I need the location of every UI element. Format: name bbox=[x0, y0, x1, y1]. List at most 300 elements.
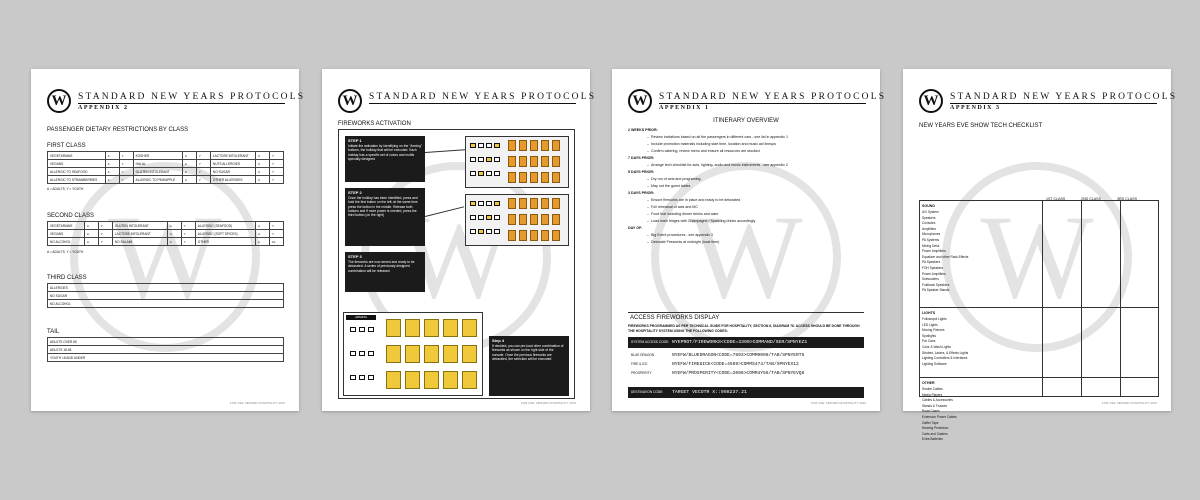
checkbox-cell: A bbox=[182, 168, 196, 176]
code-value: NYEFW/FIRE&ICE<CODE=4569>COMMS474/TAB/SPNYEX12 bbox=[672, 362, 799, 367]
selector-button bbox=[494, 229, 500, 234]
page-appendix-2 bbox=[31, 69, 306, 411]
checkbox-cell: A bbox=[84, 230, 98, 238]
fire-button bbox=[541, 198, 549, 209]
checkbox-cell: Y bbox=[196, 168, 210, 176]
page-heading: PASSENGER DIETARY RESTRICTIONS BY CLASS bbox=[47, 127, 189, 133]
itinerary-day: 2 WEEKS PRIOR: bbox=[628, 128, 658, 132]
access-note: FIREWORKS PROGRAMMED AS PER TECHNICAL GUIDE FOR HOSPITALITY, SECTION 6, DIAGRAM 76. ACCESS SHOULD BE DONE THROUGH THE HOSPITALITY SYSTEM USING THE FOLLOWING CODES: bbox=[628, 324, 860, 333]
checkbox-cell: A bbox=[256, 160, 270, 168]
checklist-item: LED Lights bbox=[922, 322, 938, 327]
checkbox-cell: Y bbox=[181, 230, 195, 238]
checklist-item: PA Systems bbox=[922, 238, 939, 242]
checkbox-cell: Y bbox=[119, 168, 133, 176]
fire-button bbox=[424, 345, 439, 363]
page-fireworks bbox=[322, 69, 597, 411]
table-row bbox=[48, 222, 284, 230]
checkbox-cell: A bbox=[256, 222, 270, 230]
grid-line bbox=[1042, 201, 1043, 396]
page-itinerary bbox=[612, 69, 887, 411]
checkbox-cell: A bbox=[105, 160, 119, 168]
checkbox-cell: Y bbox=[270, 222, 284, 230]
table-cell: GLUTEN INTOLERANT bbox=[133, 168, 182, 176]
selector-button bbox=[478, 201, 484, 206]
itinerary-item: – Review invitations based on all the passengers in different cars - see list in appendix 1 bbox=[628, 135, 868, 139]
selector-button bbox=[486, 171, 492, 176]
column-header: 2ND CLASS bbox=[1081, 197, 1101, 201]
fire-button bbox=[519, 214, 527, 225]
table-row bbox=[48, 300, 284, 308]
fire-button bbox=[541, 140, 549, 151]
fire-button bbox=[541, 230, 549, 241]
selector-button bbox=[470, 143, 476, 148]
fire-button bbox=[530, 230, 538, 241]
itinerary-list bbox=[628, 125, 868, 244]
first-class-table bbox=[47, 151, 284, 184]
selector-button bbox=[494, 215, 500, 220]
step-text: Initiate the activation by identifying on the "Arming" buttons, the holiday that will be executed. Each holiday has a specific set of colors and motifs specially designed bbox=[348, 144, 422, 161]
step-3 bbox=[345, 252, 425, 292]
fire-button bbox=[530, 140, 538, 151]
selector-button bbox=[368, 351, 374, 356]
fire-button bbox=[424, 319, 439, 337]
checklist-category: LIGHTS bbox=[922, 311, 936, 315]
checklist-item: A/V System bbox=[922, 210, 939, 214]
header-rule bbox=[369, 103, 576, 104]
checkbox-cell: 10 bbox=[270, 238, 284, 246]
system-code-label: SYSTEM ACCESS CODE: bbox=[631, 340, 669, 344]
table-cell: ALLERGIC TO PINEAPPLE bbox=[133, 176, 182, 184]
selector-button bbox=[470, 215, 476, 220]
page-tech-checklist bbox=[903, 69, 1178, 442]
selector-button bbox=[494, 157, 500, 162]
selector-button bbox=[494, 171, 500, 176]
system-code-bar bbox=[628, 337, 864, 348]
selector-button bbox=[350, 375, 356, 380]
step-4 bbox=[489, 336, 569, 396]
code-row bbox=[628, 362, 864, 370]
fire-button bbox=[508, 214, 516, 225]
selector-button bbox=[478, 229, 484, 234]
header-rule bbox=[659, 103, 866, 104]
checklist-category: SOUND bbox=[922, 204, 935, 208]
checklist-item: Subwoofers bbox=[922, 277, 939, 282]
fire-button bbox=[530, 214, 538, 225]
fire-button bbox=[462, 319, 477, 337]
checklist-item: Power Amplifiers bbox=[922, 271, 946, 276]
checklist-item: Cables & Accessories bbox=[922, 398, 953, 403]
page-footer: FOR USE: ABOARD HOSPITALITY 2016 bbox=[810, 401, 866, 405]
header-rule bbox=[78, 103, 285, 104]
itinerary-item: – Full rehearsal of acts and MC bbox=[628, 205, 868, 209]
checklist-item: Color & Wash Lights bbox=[922, 345, 951, 349]
fire-button bbox=[405, 345, 420, 363]
checklist-item: Followspot Lights bbox=[922, 317, 947, 321]
checkbox-cell: A bbox=[167, 230, 181, 238]
table-cell: NO SUGAR bbox=[210, 168, 255, 176]
page-header bbox=[47, 89, 306, 119]
itinerary-item: – Confirm catering, review menu and ensure all resources are stocked bbox=[628, 149, 868, 153]
third-class-table bbox=[47, 283, 284, 308]
code-row bbox=[628, 353, 864, 361]
checklist-item: Media Players bbox=[922, 392, 943, 397]
itinerary-day: 5 DAYS PRIOR: bbox=[628, 170, 655, 174]
grid-line bbox=[1081, 201, 1082, 396]
fire-button bbox=[552, 156, 560, 167]
table-cell: OTHER ALLERGIES bbox=[210, 176, 255, 184]
table-cell: VEGETARIANS bbox=[48, 222, 85, 230]
selector-button bbox=[486, 229, 492, 234]
checklist-item: Smoke Cables bbox=[922, 387, 943, 391]
checklist-item: Lighting Software bbox=[922, 361, 947, 366]
checkbox-cell: A bbox=[256, 176, 270, 184]
itinerary-item: – Detonate Fireworks at midnight (local time) bbox=[628, 240, 868, 244]
table-cell: ALLERGIC (SOFT SPICES) bbox=[195, 230, 255, 238]
itinerary-item: – Load main fridges with Champagne / Sparkling drinks accordingly bbox=[628, 219, 868, 223]
destination-code-label: DESTINATION CODE: bbox=[631, 390, 664, 394]
fire-button bbox=[386, 319, 401, 337]
table-cell: VEGANS bbox=[48, 160, 106, 168]
step-title: Step 4 bbox=[492, 338, 505, 343]
checklist-item: FOH Speakers bbox=[922, 266, 944, 270]
selector-button bbox=[478, 215, 484, 220]
connector-line bbox=[425, 206, 464, 217]
table-cell: LACTOSE INTOLERANT bbox=[210, 152, 255, 160]
access-heading: ACCESS FIREWORKS DISPLAY bbox=[630, 315, 720, 321]
checkbox-cell: A bbox=[256, 168, 270, 176]
table-row bbox=[48, 152, 284, 160]
console-diagram-1 bbox=[465, 136, 569, 188]
selector-button bbox=[478, 157, 484, 162]
selector-button bbox=[470, 171, 476, 176]
tail-title: TAIL bbox=[47, 329, 60, 335]
page-footer: FOR USE: ABOARD HOSPITALITY 2016 bbox=[520, 401, 576, 405]
selector-button bbox=[350, 351, 356, 356]
page-footer: FOR USE: ABOARD HOSPITALITY 2016 bbox=[229, 401, 285, 405]
checklist-item: Power Amplifiers bbox=[922, 249, 946, 254]
table-row bbox=[48, 168, 284, 176]
checklist-item: Mixing Desk bbox=[922, 243, 940, 248]
checkbox-cell: A bbox=[167, 238, 181, 246]
table-row bbox=[48, 354, 284, 362]
checklist-item: PA Speakers bbox=[922, 260, 941, 265]
itinerary-item: – Ensure fireworks are in place and ready to be detonated bbox=[628, 198, 868, 202]
checkbox-cell: Y bbox=[196, 152, 210, 160]
checkbox-cell: Y bbox=[119, 160, 133, 168]
selector-button bbox=[359, 351, 365, 356]
checkbox-cell: Y bbox=[270, 152, 284, 160]
checkbox-cell: Y bbox=[270, 176, 284, 184]
grid-line bbox=[1120, 201, 1121, 396]
second-class-table bbox=[47, 221, 284, 246]
fire-button bbox=[530, 156, 538, 167]
checklist-item: Moving Fixtures bbox=[922, 328, 945, 333]
column-header: 3RD CLASS bbox=[1117, 197, 1137, 201]
checklist-item: Microphones bbox=[922, 232, 941, 237]
table-cell: NO ALCOHOL bbox=[48, 300, 284, 308]
console-diagram-2 bbox=[465, 194, 569, 246]
fire-button bbox=[541, 156, 549, 167]
selector-button bbox=[359, 327, 365, 332]
checkbox-cell: Y bbox=[181, 238, 195, 246]
appendix-label: APPENDIX 3 bbox=[950, 105, 1001, 111]
checkbox-cell: Y bbox=[119, 152, 133, 160]
checklist-item: Par Cans bbox=[922, 339, 936, 344]
code-label: BLUE DRAGON bbox=[631, 353, 655, 357]
checklist-item: Spotlights bbox=[922, 333, 936, 338]
code-value: NYEFW/BLUEDRAGON<CODE=7893>COMM0098/TAB/SPNYERT5 bbox=[672, 353, 805, 358]
table-cell: VEGETARIANS bbox=[48, 152, 106, 160]
fire-button bbox=[541, 214, 549, 225]
fire-button bbox=[552, 198, 560, 209]
itinerary-day: 7 DAYS PRIOR: bbox=[628, 156, 655, 160]
fire-button bbox=[530, 172, 538, 183]
fire-button bbox=[405, 319, 420, 337]
itinerary-item: – Map out the guest tables bbox=[628, 184, 868, 188]
third-class-title: THIRD CLASS bbox=[47, 275, 87, 281]
fire-button bbox=[443, 345, 458, 363]
fire-button bbox=[443, 319, 458, 337]
checkbox-cell: Y bbox=[98, 222, 112, 230]
fire-button bbox=[424, 371, 439, 389]
checkbox-cell: Y bbox=[181, 222, 195, 230]
fire-button bbox=[519, 230, 527, 241]
table-cell: ALLERGIC TO STRAWBERRIES bbox=[48, 176, 106, 184]
page-heading: ITINERARY OVERVIEW bbox=[713, 118, 779, 124]
doc-title: STANDARD NEW YEARS PROTOCOLS bbox=[78, 92, 306, 102]
checklist-item: Equalizer and other Rack Effects bbox=[922, 254, 969, 259]
table-cell: VEGANS bbox=[48, 230, 85, 238]
table-cell: KOSHER bbox=[133, 152, 182, 160]
checklist-item: Gaffer Tape bbox=[922, 420, 939, 425]
checklist-item: Carts and Casters bbox=[922, 431, 948, 436]
fire-button bbox=[519, 198, 527, 209]
checklist-item: Consoles bbox=[922, 221, 936, 226]
checkbox-cell: Y bbox=[270, 168, 284, 176]
checklist-item: Strobes, Lasers, & Effects Lights bbox=[922, 350, 969, 355]
checkbox-cell: A bbox=[84, 238, 98, 246]
checkbox-cell: A bbox=[182, 176, 196, 184]
table-row bbox=[48, 176, 284, 184]
code-value: NYEFW/PROSPERITY<CODE=2096>COMM4Y56/TAB/SPNYEVQ8 bbox=[672, 371, 805, 376]
selector-button bbox=[478, 143, 484, 148]
checkbox-cell: Y bbox=[98, 238, 112, 246]
itinerary-item: – Food trial including dinner drinks and cake bbox=[628, 212, 868, 216]
checkbox-cell: A bbox=[167, 222, 181, 230]
doc-title: STANDARD NEW YEARS PROTOCOLS bbox=[369, 92, 597, 102]
selector-button bbox=[494, 201, 500, 206]
checkbox-cell: A bbox=[105, 152, 119, 160]
checkbox-cell: A bbox=[256, 230, 270, 238]
step-text: Once the holiday has been identified, press and hold the first button on the left; at the same time press the button in the middle. Release both buttons and if more power is needed, press the third button (on the right) bbox=[348, 196, 418, 218]
table-cell: HALAL bbox=[133, 160, 182, 168]
table-row bbox=[48, 338, 284, 346]
checklist-category: OTHER bbox=[922, 381, 935, 385]
logo-icon: W bbox=[47, 89, 71, 113]
fire-button bbox=[552, 172, 560, 183]
itinerary-day: 3 DAYS PRIOR: bbox=[628, 191, 655, 195]
checkbox-cell: Y bbox=[196, 176, 210, 184]
table-cell: OTHER bbox=[195, 238, 255, 246]
checklist-item: Stands & Trusses bbox=[922, 403, 947, 408]
page-heading: FIREWORKS ACTIVATION bbox=[338, 121, 411, 127]
fire-button bbox=[508, 140, 516, 151]
code-label: FIRE & ICE bbox=[631, 362, 648, 366]
selector-button bbox=[368, 327, 374, 332]
fire-button bbox=[386, 345, 401, 363]
fire-button bbox=[508, 230, 516, 241]
table-cell: NO SALAMI bbox=[112, 238, 167, 246]
second-class-title: SECOND CLASS bbox=[47, 213, 95, 219]
selector-button bbox=[350, 327, 356, 332]
selector-button bbox=[486, 201, 492, 206]
code-row bbox=[628, 371, 864, 379]
table-cell: LACTOSE INTOLERANT bbox=[112, 230, 167, 238]
checklist-item: Extra Batteries bbox=[922, 437, 943, 442]
checkbox-cell: A bbox=[105, 176, 119, 184]
checklist-item: Extension Power Cables bbox=[922, 415, 957, 419]
table-cell: ALLERGIC (SEAFOOD) bbox=[195, 222, 255, 230]
fire-button bbox=[519, 140, 527, 151]
checklist-item: PA Speaker Stands bbox=[922, 288, 950, 293]
destination-code-value: TARGET VECOTR X::998237.21 bbox=[672, 390, 747, 395]
selector-button bbox=[486, 143, 492, 148]
checkbox-cell: A bbox=[182, 152, 196, 160]
selector-button bbox=[470, 157, 476, 162]
table-cell: NUTS ALLERGIES bbox=[210, 160, 255, 168]
selector-button bbox=[486, 215, 492, 220]
divider bbox=[628, 312, 864, 313]
checkbox-cell: Y bbox=[270, 230, 284, 238]
step-text: The fireworks are now armed and ready to be detonated. A series of previously designed combination will be released. bbox=[348, 260, 415, 273]
logo-icon: W bbox=[338, 89, 362, 113]
table-row bbox=[48, 230, 284, 238]
code-label: PROSPERITY bbox=[631, 371, 652, 375]
fire-button bbox=[462, 371, 477, 389]
system-code-value: NYEPROT/FIREWORKS<CODE=3390>COMMAND/SER/SPNYEZ1 bbox=[672, 340, 808, 345]
connector-line bbox=[425, 149, 465, 153]
table-cell: YOUTH 18 AND UNDER bbox=[48, 354, 284, 362]
step-title: STEP 1 bbox=[348, 138, 362, 143]
checkbox-cell: Y bbox=[119, 176, 133, 184]
first-class-note: A = ADULTS, Y = YOUTH bbox=[47, 187, 84, 191]
selector-button bbox=[494, 143, 500, 148]
selector-button bbox=[359, 375, 365, 380]
page-footer: FOR USE: ABOARD HOSPITALITY 2016 bbox=[1101, 401, 1157, 405]
table-cell: ALLERGIES bbox=[48, 284, 284, 292]
page-header bbox=[628, 89, 887, 119]
itinerary-item: – Dry run of acts and programing bbox=[628, 177, 868, 181]
checkbox-cell: A bbox=[256, 152, 270, 160]
fireworks-panel bbox=[338, 129, 575, 399]
table-row bbox=[48, 346, 284, 354]
fire-button bbox=[462, 345, 477, 363]
selector-button bbox=[470, 229, 476, 234]
appendix-label: APPENDIX 1 bbox=[659, 105, 710, 111]
destination-code-bar bbox=[628, 387, 864, 398]
arming-console bbox=[343, 312, 483, 396]
table-cell: NO ALCOHOL bbox=[48, 238, 85, 246]
checkbox-cell: A bbox=[182, 160, 196, 168]
checklist-item: Speakers bbox=[922, 215, 936, 220]
table-cell: ADULTS OVER 65 bbox=[48, 338, 284, 346]
checklist-item: Road Cases bbox=[922, 409, 940, 414]
fire-button bbox=[508, 156, 516, 167]
fire-button bbox=[508, 172, 516, 183]
page-header bbox=[338, 89, 597, 119]
logo-icon: W bbox=[919, 89, 943, 113]
checkbox-cell: A bbox=[105, 168, 119, 176]
itinerary-day: DAY OF: bbox=[628, 226, 643, 230]
selector-button bbox=[368, 375, 374, 380]
fire-button bbox=[552, 214, 560, 225]
itinerary-item: – Big Event procedures - see appendix 3 bbox=[628, 233, 868, 237]
column-header: 1ST CLASS bbox=[1046, 197, 1066, 201]
step-2 bbox=[345, 188, 425, 246]
itinerary-item: – Include promotion materials including start time, location and music act lineups bbox=[628, 142, 868, 146]
grid-line bbox=[920, 307, 1158, 308]
checkbox-cell: Y bbox=[98, 230, 112, 238]
table-row bbox=[48, 292, 284, 300]
checkbox-cell: A bbox=[256, 238, 270, 246]
checkbox-cell: Y bbox=[270, 160, 284, 168]
checklist-item: Amplifiers bbox=[922, 226, 936, 231]
console-title: ARMING bbox=[346, 315, 376, 320]
step-title: STEP 3 bbox=[348, 254, 362, 259]
table-cell: GLUTEN INTOLERANT bbox=[112, 222, 167, 230]
fire-button bbox=[443, 371, 458, 389]
fire-button bbox=[519, 172, 527, 183]
table-row bbox=[48, 284, 284, 292]
checkbox-cell: Y bbox=[196, 160, 210, 168]
checkbox-cell: A bbox=[84, 222, 98, 230]
fire-button bbox=[508, 198, 516, 209]
first-class-title: FIRST CLASS bbox=[47, 143, 86, 149]
doc-title: STANDARD NEW YEARS PROTOCOLS bbox=[659, 92, 887, 102]
selector-button bbox=[478, 171, 484, 176]
step-title: STEP 2 bbox=[348, 190, 362, 195]
fire-button bbox=[552, 230, 560, 241]
second-class-note: A = ADULTS, Y = YOUTH bbox=[47, 250, 84, 254]
header-rule bbox=[950, 103, 1157, 104]
checklist-item: Lighting Controllers & Interfaces bbox=[922, 356, 968, 361]
checklist-item: Hearing Protection bbox=[922, 426, 949, 431]
table-cell: ADULTS 18-65 bbox=[48, 346, 284, 354]
step-1 bbox=[345, 136, 425, 182]
table-cell: NO SUGAR bbox=[48, 292, 284, 300]
page-header bbox=[919, 89, 1178, 119]
table-cell: ALLERGIC TO SEAFOOD bbox=[48, 168, 106, 176]
checklist-item: Foldback Speakers bbox=[922, 282, 950, 287]
table-row bbox=[48, 238, 284, 246]
fire-button bbox=[552, 140, 560, 151]
fire-button bbox=[541, 172, 549, 183]
fire-button bbox=[405, 371, 420, 389]
selector-button bbox=[470, 201, 476, 206]
fire-button bbox=[519, 156, 527, 167]
watermark-logo bbox=[70, 162, 260, 352]
itinerary-item: – Arrange tech checklist for acts, lighting, audio and music instruments - see appendix 2 bbox=[628, 163, 868, 167]
table-row bbox=[48, 160, 284, 168]
selector-button bbox=[486, 157, 492, 162]
appendix-label: APPENDIX 2 bbox=[78, 105, 129, 111]
tail-table bbox=[47, 337, 284, 362]
fire-button bbox=[530, 198, 538, 209]
step-text: If decided, you can pre-load other combination of fireworks as shown on the right side of the console. Once the previous fireworks are detonated, the selection will be executed bbox=[492, 344, 564, 361]
doc-title: STANDARD NEW YEARS PROTOCOLS bbox=[950, 92, 1178, 102]
grid-line bbox=[920, 377, 1158, 378]
fire-button bbox=[386, 371, 401, 389]
